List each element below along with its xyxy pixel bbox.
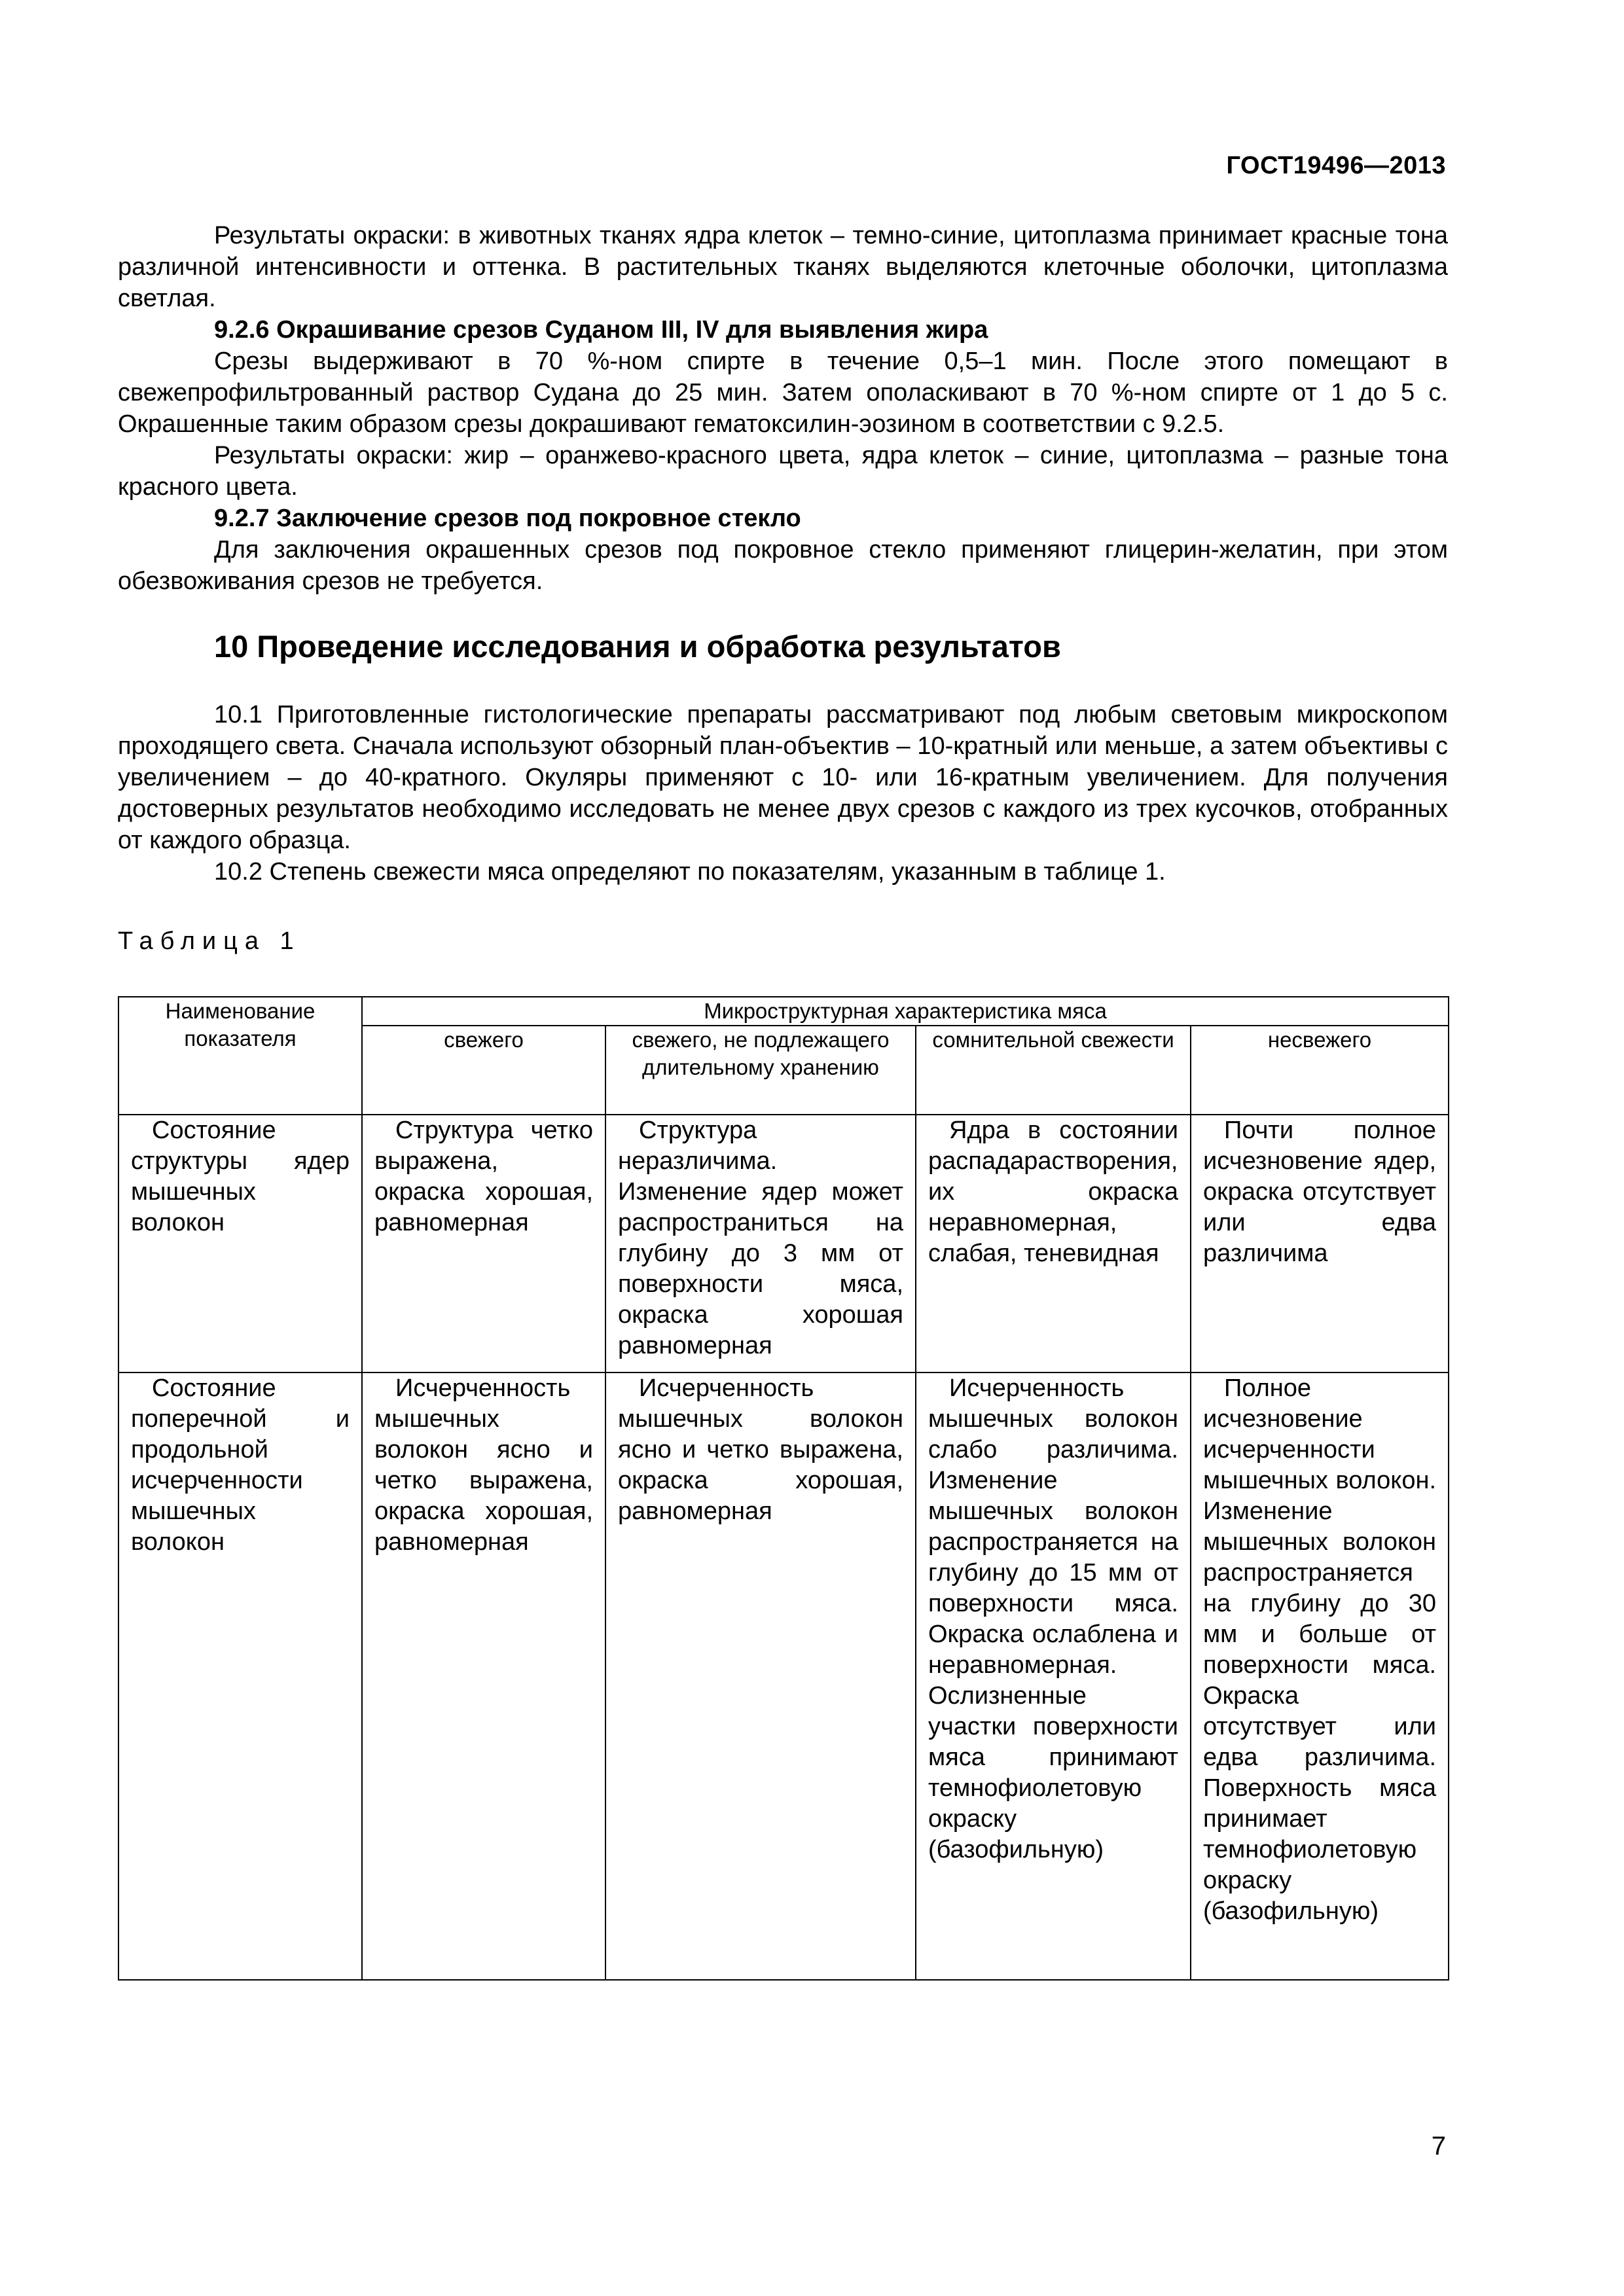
header-stale: несвежего bbox=[1191, 1026, 1449, 1115]
paragraph-mounting: Для заключения окрашенных срезов под покровное стекло применяют глицерин-желатин, при этом обезвоживания срезов не требуется. bbox=[118, 536, 1448, 595]
section-10-title: 10 Проведение исследования и обработка результатов bbox=[214, 629, 1061, 664]
table-label: Таблица 1 bbox=[118, 927, 301, 955]
header-indicator: Наименование показателя bbox=[118, 997, 362, 1115]
header-fresh-not-long: свежего, не подлежащего длительному хранению bbox=[605, 1026, 916, 1115]
document-number: ГОСТ19496—2013 bbox=[1226, 152, 1446, 179]
cell-indicator: Состояние структуры ядер мышечных волокон bbox=[118, 1115, 362, 1372]
cell-doubtful: Ядра в состоянии распадарастворения, их окраска неравномерная, слабая, теневидная bbox=[916, 1115, 1191, 1372]
cell-doubtful: Исчерченность мышечных волокон слабо различима. Изменение мышечных волокон распространяется на глубину до 15 мм от поверхности мяса. Окраска ослаблена и неравномерная. Ослизненные участки поверхности мяса принимают темнофиолетовую окраску (базофильную) bbox=[916, 1372, 1191, 1980]
heading-9-2-6: 9.2.6 Окрашивание срезов Суданом III, IV для выявления жира bbox=[214, 316, 988, 344]
cell-stale: Почти полное исчезновение ядер, окраска отсутствует или едва различима bbox=[1191, 1115, 1449, 1372]
header-doubtful: сомнительной свежести bbox=[916, 1026, 1191, 1115]
cell-indicator: Состояние поперечной и продольной исчерченности мышечных волокон bbox=[118, 1372, 362, 1980]
cell-fresh: Исчерченность мышечных волокон ясно и четко выражена, окраска хорошая, равномерная bbox=[362, 1372, 605, 1980]
freshness-table bbox=[118, 996, 1449, 1981]
paragraph-sudan-results: Результаты окраски: жир – оранжево-красного цвета, ядра клеток – синие, цитоплазма – разные тона красного цвета. bbox=[118, 442, 1448, 501]
paragraph-10-2: 10.2 Степень свежести мяса определяют по показателям, указанным в таблице 1. bbox=[214, 858, 1166, 886]
body-text bbox=[118, 220, 1448, 957]
paragraph-staining-results: Результаты окраски: в животных тканях ядра клеток – темно-синие, цитоплазма принимает красные тона различной интенсивности и оттенка. В растительных тканях выделяются клеточные оболочки, цитоплазма светлая. bbox=[118, 222, 1448, 312]
table-row bbox=[118, 1115, 1449, 1372]
table-row bbox=[118, 1372, 1449, 1980]
paragraph-10-1: 10.1 Приготовленные гистологические препараты рассматривают под любым световым микроскопом проходящего света. Сначала используют обзорный план-объектив – 10-кратный или меньше, а затем объективы с увеличением – до 40-кратного. Окуляры применяют с 10- или 16-кратным увеличением. Для получения достоверных результатов необходимо исследовать не менее двух срезов с каждого из трех кусочков, отобранных от каждого образца. bbox=[118, 701, 1448, 854]
paragraph-sudan-procedure: Срезы выдерживают в 70 %-ном спирте в течение 0,5–1 мин. После этого помещают в свежепрофильтрованный раствор Судана до 25 мин. Затем ополаскивают в 70 %-ном спирте от 1 до 5 с. Окрашенные таким образом срезы докрашивают гематоксилин-эозином в соответствии с 9.2.5. bbox=[118, 348, 1448, 438]
cell-fresh-not-long: Структура неразличима. Изменение ядер может распространиться на глубину до 3 мм от поверхности мяса, окраска хорошая равномерная bbox=[605, 1115, 916, 1372]
heading-9-2-7: 9.2.7 Заключение срезов под покровное стекло bbox=[214, 505, 801, 532]
page-number: 7 bbox=[1431, 2132, 1446, 2161]
header-characteristic: Микроструктурная характеристика мяса bbox=[362, 997, 1449, 1026]
cell-fresh: Структура четко выражена, окраска хорошая, равномерная bbox=[362, 1115, 605, 1372]
cell-fresh-not-long: Исчерченность мышечных волокон ясно и четко выражена, окраска хорошая, равномерная bbox=[605, 1372, 916, 1980]
header-fresh: свежего bbox=[362, 1026, 605, 1115]
cell-stale: Полное исчезновение исчерченности мышечных волокон. Изменение мышечных волокон распространяется на глубину до 30 мм и больше от поверхности мяса. Окраска отсутствует или едва различима. Поверхность мяса принимает темнофиолетовую окраску (базофильную) bbox=[1191, 1372, 1449, 1980]
